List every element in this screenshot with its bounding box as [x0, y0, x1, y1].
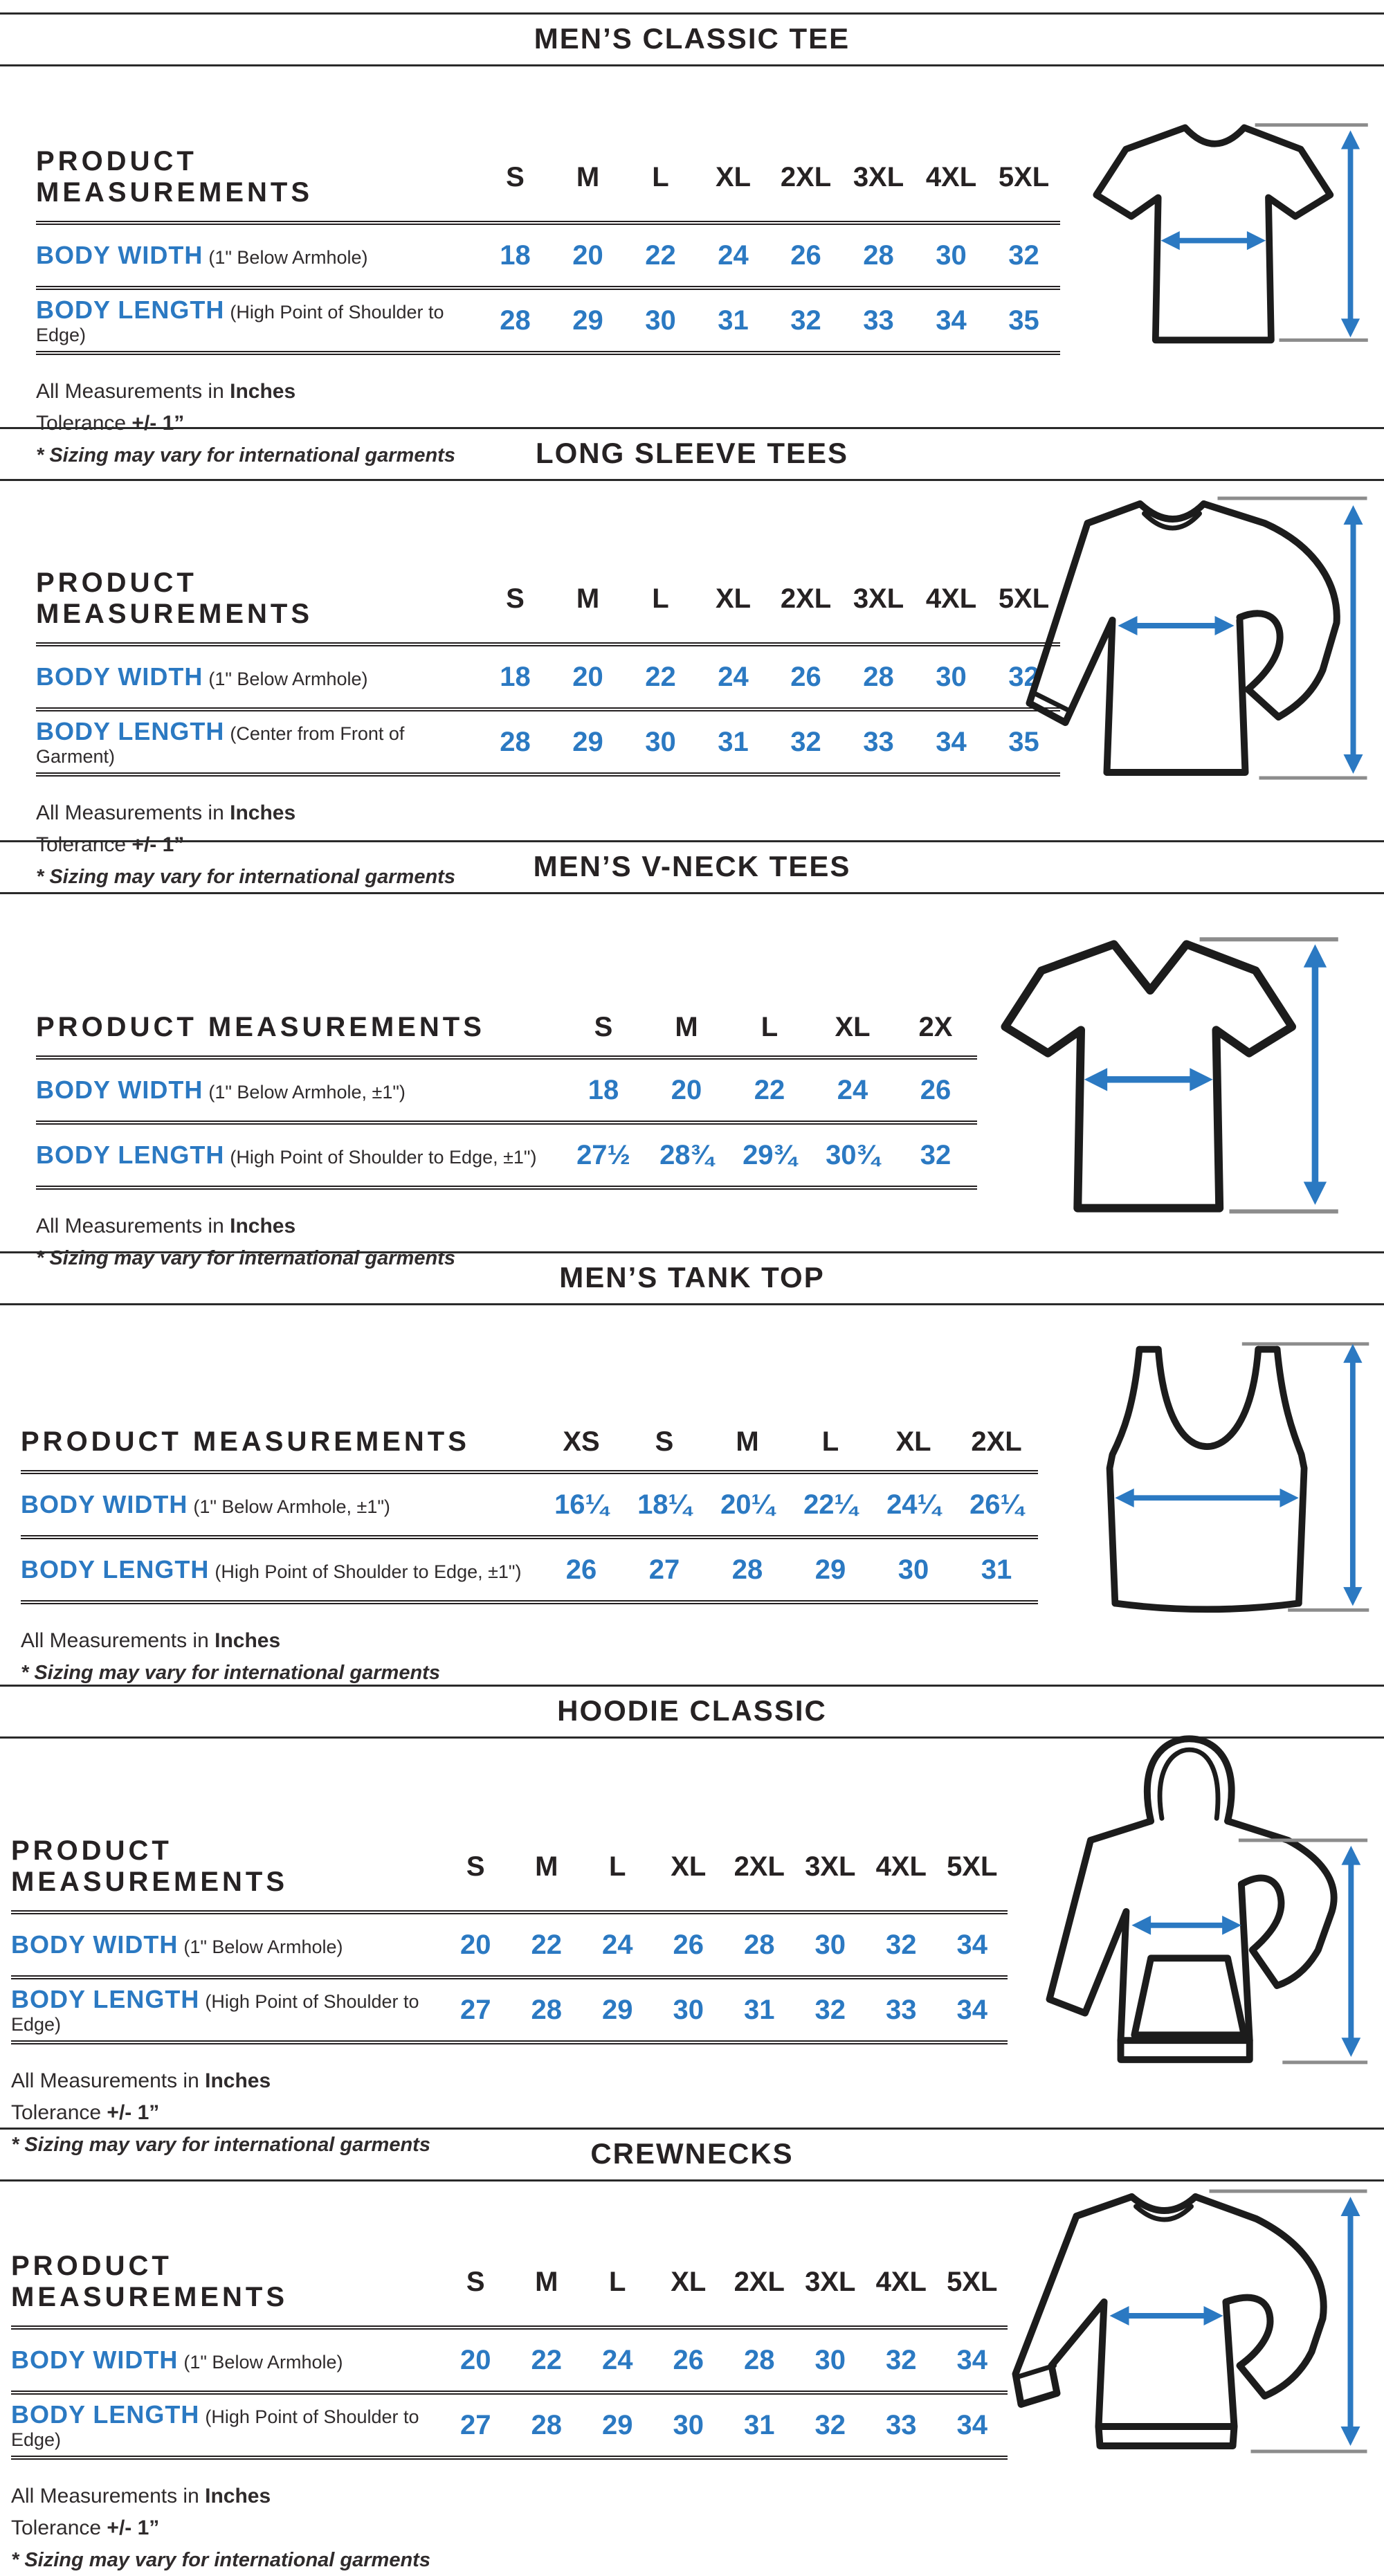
size-column-header: 5XL	[998, 161, 1050, 192]
measurement-value: 34	[956, 1929, 987, 1960]
measurement-value: 32	[1008, 239, 1039, 271]
size-column-header: S	[506, 161, 525, 192]
measurement-value: 26	[790, 239, 821, 271]
measurement-value: 24¼	[886, 1489, 940, 1520]
measurement-value: 32	[814, 2409, 846, 2440]
size-column-header: M	[675, 1012, 698, 1042]
tolerance-note: Tolerance +/- 1”	[36, 833, 185, 856]
measurement-value: 32	[790, 305, 821, 336]
measurement-value: 34	[956, 1994, 987, 2025]
size-column-header: 2XL	[780, 583, 832, 614]
row-note: (1" Below Armhole, ±1")	[193, 1496, 390, 1517]
measurement-value: 22	[645, 661, 676, 692]
measurement-value: 24	[718, 239, 749, 271]
measurement-value: 18	[500, 239, 531, 271]
measurement-value: 31	[718, 305, 749, 336]
measurement-value: 30	[645, 726, 676, 757]
sizing-note: * Sizing may vary for international garments	[21, 1662, 440, 1684]
section-crewnecks	[0, 2128, 1384, 2571]
left-sleeve	[1016, 2197, 1132, 2427]
measurement-value: 30	[645, 305, 676, 336]
measurements-note: All Measurements in Inches	[11, 2485, 271, 2507]
v-neck-tee-illustration	[969, 927, 1356, 1225]
hood-inner	[1160, 1750, 1218, 1818]
measurement-value: 29	[602, 1994, 633, 2025]
body-width-row	[21, 1474, 1038, 1539]
row-note: (1" Below Armhole, ±1")	[208, 1082, 406, 1103]
size-column-header: 4XL	[875, 1851, 927, 1882]
measurement-value: 28	[531, 2409, 562, 2440]
size-column-header: XL	[895, 1426, 931, 1457]
hem-band	[1121, 2040, 1250, 2060]
size-column-header: 5XL	[947, 1851, 998, 1882]
row-note: (1" Below Armhole)	[208, 669, 368, 689]
measurement-value: 18	[500, 661, 531, 692]
row-label: BODY WIDTH	[11, 2346, 179, 2374]
table-header-label: PRODUCT MEASUREMENTS	[11, 1835, 289, 1897]
row-note: (High Point of Shoulder to Edge)	[11, 1990, 419, 2035]
table-header-row	[21, 1426, 1038, 1474]
measurement-value: 20	[460, 2344, 491, 2375]
measurement-value: 29	[602, 2409, 633, 2440]
section-title-band	[0, 1251, 1384, 1305]
size-column-header: L	[609, 2266, 626, 2297]
table-header-label: PRODUCT MEASUREMENTS	[11, 2251, 289, 2312]
measurement-value: 26	[920, 1074, 951, 1105]
measurement-value: 30	[673, 2409, 704, 2440]
size-column-header: 2XL	[734, 2266, 785, 2297]
measurement-value: 28	[863, 239, 894, 271]
body-length-row	[36, 1125, 977, 1190]
size-column-header: L	[652, 161, 669, 192]
measurement-value: 29¾	[743, 1139, 796, 1170]
measurement-value: 28¾	[659, 1139, 713, 1170]
size-column-header: S	[655, 1426, 674, 1457]
bottom-hem	[1107, 620, 1246, 772]
table-header-label: PRODUCT MEASUREMENTS	[36, 1012, 485, 1042]
measurement-value: 18¼	[637, 1489, 691, 1520]
body-length-row	[21, 1539, 1038, 1604]
body-right	[1226, 2302, 1235, 2427]
size-column-header: M	[736, 1426, 759, 1457]
section-title: HOODIE CLASSIC	[557, 1694, 827, 1727]
size-column-header: 4XL	[875, 2266, 927, 2297]
measurement-value: 28	[863, 661, 894, 692]
measurement-value: 31	[744, 1994, 775, 2025]
hoodie-illustration	[1014, 1730, 1377, 2090]
section-title-band	[0, 840, 1384, 894]
measurement-value: 32	[1008, 661, 1039, 692]
left-sleeve	[1030, 504, 1140, 772]
bottom-hem	[1115, 1604, 1298, 1610]
row-note: (1" Below Armhole)	[208, 247, 368, 268]
measurement-value: 22	[531, 2344, 562, 2375]
sizing-note: * Sizing may vary for international garments	[36, 866, 455, 888]
measurement-value: 27	[648, 1554, 680, 1585]
row-label: BODY LENGTH	[11, 2400, 200, 2429]
measurement-value: 28	[744, 2344, 775, 2375]
measurement-value: 22	[645, 239, 676, 271]
size-column-header: S	[466, 2266, 485, 2297]
size-column-header: XL	[671, 2266, 707, 2297]
body-length-row	[11, 2395, 1008, 2460]
section-mens-v-neck-tees	[0, 840, 1384, 1269]
hem-band	[1099, 2427, 1235, 2446]
size-column-header: S	[466, 1851, 485, 1882]
measurement-value: 30¾	[826, 1139, 880, 1170]
measurement-value: 32	[920, 1139, 951, 1170]
size-column-header: M	[535, 1851, 558, 1882]
measurement-value: 30	[936, 239, 967, 271]
measurement-value: 33	[863, 726, 894, 757]
measurements-note: All Measurements in Inches	[36, 1215, 296, 1237]
size-column-header: M	[535, 2266, 558, 2297]
measurement-value: 31	[744, 2409, 775, 2440]
row-note: (1" Below Armhole)	[183, 1936, 343, 1957]
measurement-value: 20	[671, 1074, 702, 1105]
measurement-value: 24	[718, 661, 749, 692]
measurement-value: 35	[1008, 305, 1039, 336]
measurement-value: 32	[790, 726, 821, 757]
tolerance-note: Tolerance +/- 1”	[11, 2516, 160, 2539]
size-column-header: 3XL	[853, 583, 904, 614]
kangaroo-pocket	[1134, 1958, 1244, 2035]
row-note: (High Point of Shoulder to Edge, ±1")	[230, 1147, 537, 1168]
body-width-row	[36, 1060, 977, 1125]
row-note: (Center from Front of Garment)	[36, 723, 405, 767]
measurement-value: 22	[754, 1074, 785, 1105]
footnotes	[11, 2480, 1384, 2576]
body-width-row	[11, 2330, 1008, 2395]
size-column-header: 4XL	[925, 161, 977, 192]
body-width-row	[36, 225, 1060, 290]
size-column-header: XL	[671, 1851, 707, 1882]
scoop-neck	[1158, 1350, 1258, 1447]
size-column-header: 4XL	[925, 583, 977, 614]
measurement-value: 26	[673, 1929, 704, 1960]
measurement-value: 33	[863, 305, 894, 336]
body-length-row	[36, 711, 1060, 777]
size-column-header: 5XL	[947, 2266, 998, 2297]
size-column-header: S	[594, 1012, 613, 1042]
size-column-header: L	[761, 1012, 778, 1042]
table-header-label: PRODUCT MEASUREMENTS	[36, 146, 313, 208]
measurement-value: 24	[602, 1929, 633, 1960]
section-title-band	[0, 12, 1384, 66]
measurement-value: 34	[956, 2344, 987, 2375]
measurement-value: 27	[460, 2409, 491, 2440]
body-width-row	[36, 646, 1060, 711]
right-side	[1277, 1350, 1304, 1604]
size-column-header: L	[821, 1426, 839, 1457]
table-header-row	[11, 2251, 1008, 2330]
measurements-note: All Measurements in Inches	[21, 1629, 281, 1652]
measurement-value: 32	[886, 2344, 917, 2375]
measurement-value: 29	[572, 305, 603, 336]
measurement-value: 20	[460, 1929, 491, 1960]
size-column-header: 2XL	[780, 161, 832, 192]
size-column-header: 2XL	[734, 1851, 785, 1882]
size-column-header: XL	[835, 1012, 871, 1042]
size-column-header: 2XL	[971, 1426, 1022, 1457]
measurement-value: 34	[936, 305, 967, 336]
section-title: LONG SLEEVE TEES	[535, 437, 849, 469]
classic-tee-illustration	[1066, 114, 1377, 350]
row-label: BODY LENGTH	[36, 1141, 225, 1169]
row-note: (1" Below Armhole)	[183, 2352, 343, 2373]
measurement-value: 30	[814, 2344, 846, 2375]
measurement-value: 34	[936, 726, 967, 757]
size-column-header: 5XL	[998, 583, 1050, 614]
right-sleeve	[1196, 2197, 1324, 2396]
row-label: BODY WIDTH	[36, 662, 203, 691]
size-column-header: XS	[563, 1426, 600, 1457]
table-header-label: PRODUCT MEASUREMENTS	[21, 1426, 470, 1457]
section-title: CREWNECKS	[590, 2137, 794, 2170]
size-column-header: M	[576, 161, 600, 192]
measurements-note: All Measurements in Inches	[36, 380, 296, 403]
row-note: (High Point of Shoulder to Edge)	[36, 301, 444, 345]
body-length-row	[11, 1979, 1008, 2044]
table-header-row	[11, 1835, 1008, 1914]
measurement-value: 29	[814, 1554, 846, 1585]
sizing-note: * Sizing may vary for international garments	[11, 2549, 430, 2571]
measurement-value: 34	[956, 2409, 987, 2440]
measurement-value: 28	[500, 305, 531, 336]
measurement-value: 31	[981, 1554, 1012, 1585]
measurement-value: 28	[500, 726, 531, 757]
section-title-band	[0, 2128, 1384, 2182]
measurement-value: 16¼	[554, 1489, 608, 1520]
row-note: (High Point of Shoulder to Edge, ±1")	[215, 1561, 522, 1582]
tee-outline	[1096, 127, 1330, 340]
crewneck-illustration	[993, 2180, 1384, 2471]
measurement-value: 26	[673, 2344, 704, 2375]
measurement-value: 18	[588, 1074, 619, 1105]
measurement-value: 33	[886, 2409, 917, 2440]
row-label: BODY LENGTH	[11, 1984, 200, 2013]
measurement-value: 26	[790, 661, 821, 692]
measurement-value: 29	[572, 726, 603, 757]
size-column-header: 3XL	[853, 161, 904, 192]
left-sleeve	[1050, 1821, 1151, 2040]
table-header-row	[36, 568, 1060, 646]
measurement-value: 20¼	[720, 1489, 774, 1520]
section-title-band	[0, 427, 1384, 481]
measurements-note: All Measurements in Inches	[11, 2069, 271, 2092]
row-label: BODY WIDTH	[36, 241, 203, 269]
size-column-header: XL	[715, 583, 752, 614]
measurement-value: 28	[731, 1554, 763, 1585]
size-column-header: 3XL	[805, 2266, 856, 2297]
left-side	[1110, 1350, 1140, 1604]
measurement-value: 27	[460, 1994, 491, 2025]
measurement-value: 26¼	[969, 1489, 1023, 1520]
row-note: (High Point of Shoulder to Edge)	[11, 2406, 419, 2450]
measurement-value: 24	[602, 2344, 633, 2375]
tank-top-illustration	[1069, 1336, 1377, 1620]
sizing-note: * Sizing may vary for international garments	[11, 2134, 430, 2156]
long-sleeve-tee-illustration	[1007, 484, 1384, 817]
table-header-row	[36, 1012, 977, 1060]
table-header-row	[36, 146, 1060, 225]
row-label: BODY WIDTH	[21, 1490, 188, 1518]
measurement-value: 22¼	[803, 1489, 857, 1520]
section-title: MEN’S TANK TOP	[559, 1261, 825, 1294]
footnotes	[21, 1625, 1384, 1689]
size-column-header: 2X	[918, 1012, 953, 1042]
measurement-value: 30	[814, 1929, 846, 1960]
size-column-header: S	[506, 583, 525, 614]
body-length-row	[36, 290, 1060, 355]
size-column-header: L	[652, 583, 669, 614]
measurement-value: 22	[531, 1929, 562, 1960]
size-column-header: XL	[715, 161, 752, 192]
row-label: BODY LENGTH	[21, 1555, 210, 1584]
section-mens-tank-top	[0, 1251, 1384, 1685]
measurement-value: 20	[572, 239, 603, 271]
row-label: BODY WIDTH	[36, 1076, 203, 1104]
row-label: BODY LENGTH	[36, 716, 225, 745]
tolerance-note: Tolerance +/- 1”	[11, 2101, 160, 2124]
measurement-value: 30	[898, 1554, 929, 1585]
right-sleeve	[1204, 504, 1337, 717]
size-column-header: M	[576, 583, 600, 614]
row-label: BODY LENGTH	[36, 295, 225, 324]
measurement-value: 30	[673, 1994, 704, 2025]
measurement-value: 33	[886, 1994, 917, 2025]
measurement-value: 31	[718, 726, 749, 757]
row-label: BODY WIDTH	[11, 1930, 179, 1959]
size-column-header: 3XL	[805, 1851, 856, 1882]
sizing-note: * Sizing may vary for international garments	[36, 1247, 455, 1269]
section-title: MEN’S CLASSIC TEE	[534, 22, 850, 55]
measurement-value: 35	[1008, 726, 1039, 757]
size-column-header: L	[609, 1851, 626, 1882]
sizing-note: * Sizing may vary for international garments	[36, 444, 455, 466]
section-title: MEN’S V-NECK TEES	[533, 850, 851, 882]
measurement-value: 24	[837, 1074, 868, 1105]
measurements-note: All Measurements in Inches	[36, 801, 296, 824]
body-width-row	[11, 1914, 1008, 1979]
measurement-value: 27½	[576, 1139, 630, 1170]
measurement-value: 26	[565, 1554, 597, 1585]
measurement-value: 28	[744, 1929, 775, 1960]
measurement-value: 32	[886, 1929, 917, 1960]
measurement-value: 32	[814, 1994, 846, 2025]
table-header-label: PRODUCT MEASUREMENTS	[36, 568, 313, 629]
measurement-value: 28	[531, 1994, 562, 2025]
tolerance-note: Tolerance +/- 1”	[36, 412, 185, 435]
measurement-value: 30	[936, 661, 967, 692]
measurement-value: 20	[572, 661, 603, 692]
